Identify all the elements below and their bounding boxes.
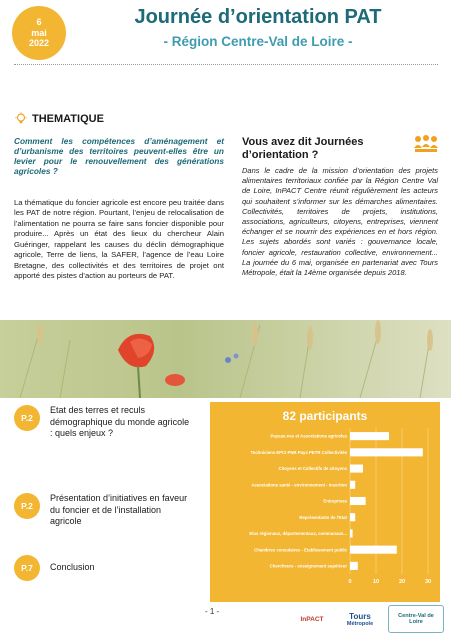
lightbulb-icon [14, 112, 28, 126]
bar [350, 481, 355, 489]
category-label: Paysan.nes et Associations agricoles [270, 433, 347, 439]
date-year: 2022 [28, 38, 50, 49]
inpact-logo-text: InPACT [300, 615, 324, 623]
x-tick-label: 10 [372, 579, 380, 585]
header-divider [14, 64, 438, 65]
vous-avez-dit-body: Dans le cadre de la mission d’orientation des projets alimentaires territoriaux confiée par la Région Centre Val de Loire, InPACT Centre réunit régulièrement les acteurs qui souhaitent s’informer sur les démarches alimentaires. Collectivités, territoires de projets, institutions, associations, agriculteurs, citoyens, entreprises, viennent échanger et se nourrir des expériences en et hors région. Les sujets abordés sont variés : gouvernance locale, foncier agricole, restauration collective, environnement... La journée du 6 mai, organisée en partenariat avec Tours Métropole, était la 14ème organisée depuis 2018. [242, 166, 438, 277]
thematique-question: Comment les compétences d’aménagement et d’urbanisme des territoires peuvent-elles être un levier pour le renouvellement des générations agricoles ? [14, 136, 224, 177]
bar [350, 448, 423, 456]
participants-chart-panel [210, 402, 440, 602]
bar [350, 546, 397, 554]
thematique-label: THEMATIQUE [32, 113, 104, 125]
category-label: Entreprises [323, 498, 347, 504]
chart-title: 82 participants [282, 409, 368, 423]
bar [350, 513, 355, 521]
category-label: Techniciens EPCI PNR Pays PETR Collectivités [250, 449, 347, 455]
page-number: - 1 - [205, 607, 220, 616]
x-tick-label: 30 [424, 579, 432, 585]
thematique-body: La thématique du foncier agricole est encore peu traitée dans les PAT de notre région. Pourtant, l’enjeu de relocalisation de l’alimentation ne pourra se faire sans foncier disponible pour produire... Après un état des lieux du chercheur Alain Guéringer, rappelant les causes du déclin démographique agricole, Terre de liens, la SAFER, l’agence de l’eau Loire Bretagne, des collectivités et des territoires de projet ont apporté des pistes d’action au porteurs de PAT. [14, 198, 224, 281]
date-day: 6 [36, 17, 42, 28]
meeting-people-icon [412, 134, 440, 156]
category-label: Elus régionaux, départementaux, communaux... [249, 531, 347, 537]
category-label: Chercheurs - enseignement supérieur [269, 563, 347, 569]
thematique-heading [14, 112, 104, 126]
category-label: Chambres consulaires - Etablissement public [254, 547, 347, 553]
field-poppy-photo [0, 320, 451, 398]
bar [350, 432, 389, 440]
region-centre-logo [388, 605, 444, 633]
category-label: Représentants de l'Etat [299, 514, 347, 520]
toc-item-label: Présentation d’initiatives en faveur du foncier et de l’installation agricole [50, 493, 188, 527]
tours-logo-subtext: Métropole [346, 620, 374, 627]
bar [350, 497, 366, 505]
tours-metropole-logo [336, 605, 384, 633]
participants-bar-chart [210, 402, 440, 602]
toc-item[interactable] [14, 555, 190, 581]
category-label: Associations santé - environnement - insertion [251, 482, 347, 488]
toc-page-badge: P.2 [14, 405, 40, 431]
toc-page-badge: P.7 [14, 555, 40, 581]
page-title: Journée d’orientation PAT [134, 6, 382, 28]
x-tick-label: 0 [348, 579, 352, 585]
page-subtitle: - Région Centre-Val de Loire - [163, 34, 353, 49]
vous-avez-dit-heading: Vous avez dit Journées d’orientation ? [242, 136, 364, 161]
partner-logos [292, 605, 444, 633]
category-label: Citoyens et Collectifs de citoyens [278, 466, 347, 472]
bar [350, 465, 363, 473]
date-month: mai [31, 27, 47, 38]
tours-logo-text: Tours [349, 611, 371, 621]
toc-item[interactable] [14, 405, 190, 440]
region-logo-text: Centre-Val de Loire [398, 613, 434, 625]
bar [350, 562, 358, 570]
x-tick-label: 20 [398, 579, 406, 585]
toc-item[interactable] [14, 493, 190, 528]
toc-item-label: Etat des terres et reculs démographique du monde agricole : quels enjeux ? [50, 405, 190, 439]
toc-item-label: Conclusion [50, 562, 95, 572]
bar [350, 529, 353, 537]
date-badge [12, 6, 66, 60]
toc-page-badge: P.2 [14, 493, 40, 519]
inpact-logo [292, 605, 332, 633]
